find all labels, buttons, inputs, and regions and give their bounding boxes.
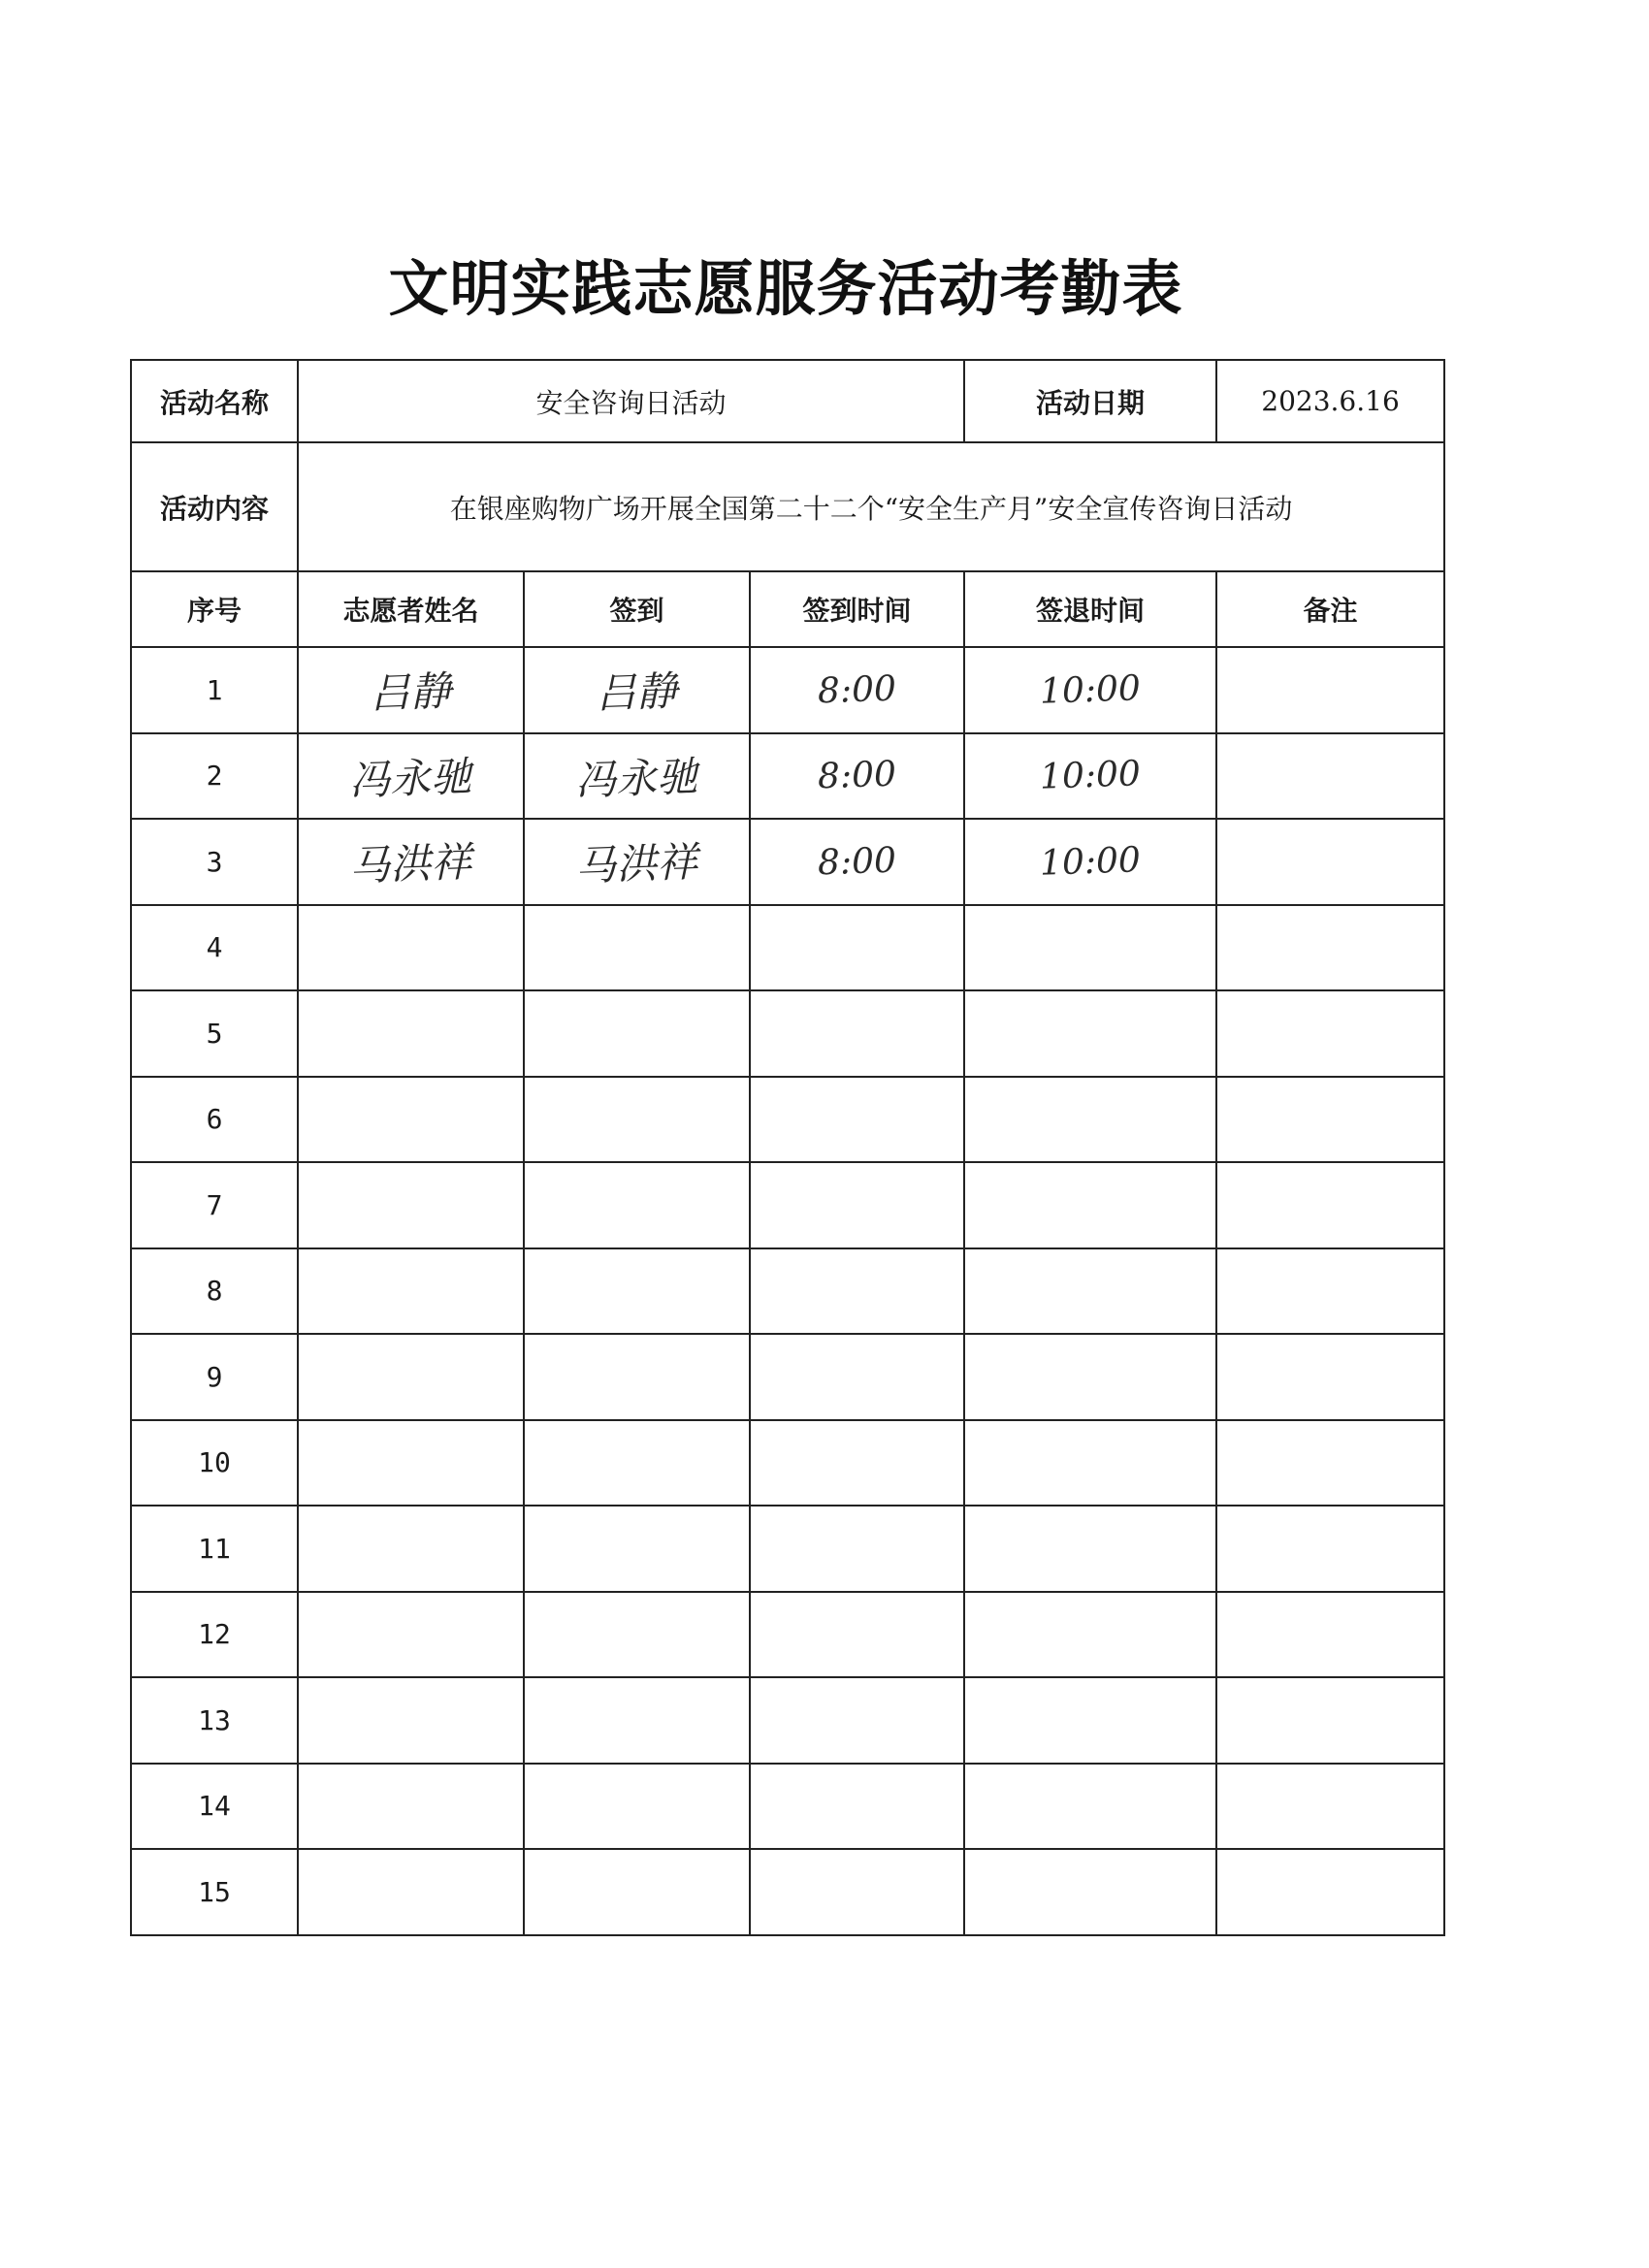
note-cell xyxy=(1216,733,1444,820)
signature-cell xyxy=(524,905,750,991)
signout-time-cell xyxy=(964,1248,1216,1335)
note-cell xyxy=(1216,647,1444,733)
activity-name-row xyxy=(131,360,1444,442)
row-number: 8 xyxy=(206,1275,223,1308)
row-number-cell xyxy=(131,647,298,733)
volunteer-name-cell xyxy=(298,990,524,1077)
row-number: 3 xyxy=(206,845,223,878)
table-row xyxy=(131,905,1444,991)
signin-time: 8:00 xyxy=(817,840,897,884)
signout-time-cell xyxy=(964,1334,1216,1420)
signin-time-cell xyxy=(750,1248,964,1335)
column-header-signin-time: 签到时间 xyxy=(750,571,964,647)
column-header-row xyxy=(131,571,1444,647)
signature: 冯永驰 xyxy=(574,752,699,804)
note-cell xyxy=(1216,1592,1444,1678)
row-number: 6 xyxy=(206,1103,223,1136)
volunteer-name-cell xyxy=(298,1849,524,1935)
row-number-cell xyxy=(131,819,298,905)
signature-cell xyxy=(524,1849,750,1935)
volunteer-name-cell xyxy=(298,1248,524,1335)
table-row xyxy=(131,1764,1444,1850)
table-row xyxy=(131,1849,1444,1935)
signin-time-cell xyxy=(750,1334,964,1420)
signature-cell xyxy=(524,1592,750,1678)
page-title: 文明实践志愿服务活动考勤表 xyxy=(388,253,1183,324)
row-number: 11 xyxy=(198,1532,231,1565)
signout-time: 10:00 xyxy=(1039,667,1142,712)
table-row xyxy=(131,1677,1444,1764)
signin-time-cell xyxy=(750,1592,964,1678)
signin-time-cell xyxy=(750,1420,964,1507)
signin-time-cell xyxy=(750,733,964,820)
signin-time-cell xyxy=(750,905,964,991)
row-number: 7 xyxy=(206,1188,223,1221)
note-cell xyxy=(1216,1334,1444,1420)
row-number: 12 xyxy=(198,1618,231,1651)
volunteer-name-cell xyxy=(298,1334,524,1420)
volunteer-name-cell xyxy=(298,647,524,733)
signin-time-cell xyxy=(750,1077,964,1163)
signature-cell xyxy=(524,1077,750,1163)
row-number-cell xyxy=(131,733,298,820)
volunteer-name-cell xyxy=(298,1077,524,1163)
signature-cell xyxy=(524,1420,750,1507)
volunteer-name-cell xyxy=(298,1162,524,1248)
note-cell xyxy=(1216,819,1444,905)
row-number-cell xyxy=(131,1248,298,1335)
volunteer-name-cell xyxy=(298,1677,524,1764)
table-row xyxy=(131,733,1444,820)
activity-name-value: 安全咨询日活动 xyxy=(298,360,964,442)
note-cell xyxy=(1216,1506,1444,1592)
signout-time-cell xyxy=(964,1764,1216,1850)
volunteer-name-cell xyxy=(298,1764,524,1850)
signature: 吕静 xyxy=(595,666,679,718)
signin-time-cell xyxy=(750,647,964,733)
row-number: 14 xyxy=(198,1790,231,1823)
volunteer-name: 吕静 xyxy=(369,666,453,718)
signout-time-cell xyxy=(964,990,1216,1077)
signin-time-cell xyxy=(750,1849,964,1935)
note-cell xyxy=(1216,1420,1444,1507)
table-row xyxy=(131,1248,1444,1335)
signout-time-cell xyxy=(964,733,1216,820)
volunteer-name: 冯永驰 xyxy=(348,752,473,804)
signout-time-cell xyxy=(964,1162,1216,1248)
signout-time-cell xyxy=(964,1506,1216,1592)
signature-cell xyxy=(524,819,750,905)
signin-time-cell xyxy=(750,990,964,1077)
signature-cell xyxy=(524,1506,750,1592)
row-number-cell xyxy=(131,1162,298,1248)
row-number-cell xyxy=(131,1677,298,1764)
signout-time-cell xyxy=(964,647,1216,733)
signature-cell xyxy=(524,1677,750,1764)
volunteer-name-cell xyxy=(298,733,524,820)
signout-time: 10:00 xyxy=(1039,839,1142,884)
signout-time-cell xyxy=(964,905,1216,991)
signature: 马洪祥 xyxy=(574,838,699,891)
volunteer-name: 马洪祥 xyxy=(348,838,473,891)
row-number: 4 xyxy=(206,931,223,964)
attendance-table xyxy=(130,359,1445,1936)
signout-time-cell xyxy=(964,1677,1216,1764)
note-cell xyxy=(1216,905,1444,991)
row-number-cell xyxy=(131,905,298,991)
signature-cell xyxy=(524,1248,750,1335)
column-header-sign: 签到 xyxy=(524,571,750,647)
row-number-cell xyxy=(131,1592,298,1678)
table-row xyxy=(131,990,1444,1077)
row-number: 9 xyxy=(206,1360,223,1393)
note-cell xyxy=(1216,1248,1444,1335)
table-row xyxy=(131,1506,1444,1592)
table-row xyxy=(131,1420,1444,1507)
signature-cell xyxy=(524,1764,750,1850)
signin-time: 8:00 xyxy=(817,754,897,797)
signin-time-cell xyxy=(750,1677,964,1764)
signin-time-cell xyxy=(750,1162,964,1248)
column-header-note: 备注 xyxy=(1216,571,1444,647)
column-header-name: 志愿者姓名 xyxy=(298,571,524,647)
table-row xyxy=(131,1592,1444,1678)
row-number-cell xyxy=(131,1764,298,1850)
row-number-cell xyxy=(131,1334,298,1420)
signout-time-cell xyxy=(964,1592,1216,1678)
signature-cell xyxy=(524,733,750,820)
signature-cell xyxy=(524,647,750,733)
note-cell xyxy=(1216,1764,1444,1850)
signin-time-cell xyxy=(750,1764,964,1850)
table-row xyxy=(131,1077,1444,1163)
note-cell xyxy=(1216,990,1444,1077)
row-number: 5 xyxy=(206,1017,223,1050)
activity-content-label: 活动内容 xyxy=(131,442,298,571)
signout-time-cell xyxy=(964,819,1216,905)
activity-date-label: 活动日期 xyxy=(964,360,1216,442)
note-cell xyxy=(1216,1162,1444,1248)
signature-cell xyxy=(524,990,750,1077)
row-number: 10 xyxy=(198,1446,231,1479)
volunteer-name-cell xyxy=(298,905,524,991)
activity-content-row xyxy=(131,442,1444,571)
signout-time-cell xyxy=(964,1420,1216,1507)
row-number-cell xyxy=(131,990,298,1077)
signature-cell xyxy=(524,1162,750,1248)
row-number-cell xyxy=(131,1077,298,1163)
signout-time: 10:00 xyxy=(1039,754,1142,798)
table-row xyxy=(131,819,1444,905)
table-row xyxy=(131,647,1444,733)
note-cell xyxy=(1216,1077,1444,1163)
column-header-no: 序号 xyxy=(131,571,298,647)
activity-content-value: 在银座购物广场开展全国第二十二个“安全生产月”安全宣传咨询日活动 xyxy=(298,442,1444,571)
row-number-cell xyxy=(131,1420,298,1507)
volunteer-name-cell xyxy=(298,819,524,905)
volunteer-name-cell xyxy=(298,1506,524,1592)
activity-date-value: 2023.6.16 xyxy=(1216,360,1444,442)
note-cell xyxy=(1216,1849,1444,1935)
row-number: 15 xyxy=(198,1875,231,1908)
row-number: 1 xyxy=(206,673,223,706)
activity-name-label: 活动名称 xyxy=(131,360,298,442)
signout-time-cell xyxy=(964,1849,1216,1935)
signout-time-cell xyxy=(964,1077,1216,1163)
signin-time: 8:00 xyxy=(817,668,897,712)
volunteer-name-cell xyxy=(298,1592,524,1678)
signin-time-cell xyxy=(750,819,964,905)
note-cell xyxy=(1216,1677,1444,1764)
row-number-cell xyxy=(131,1849,298,1935)
table-row xyxy=(131,1162,1444,1248)
row-number: 2 xyxy=(206,760,223,793)
row-number-cell xyxy=(131,1506,298,1592)
signature-cell xyxy=(524,1334,750,1420)
column-header-signout-time: 签退时间 xyxy=(964,571,1216,647)
row-number: 13 xyxy=(198,1703,231,1736)
volunteer-name-cell xyxy=(298,1420,524,1507)
table-row xyxy=(131,1334,1444,1420)
signin-time-cell xyxy=(750,1506,964,1592)
